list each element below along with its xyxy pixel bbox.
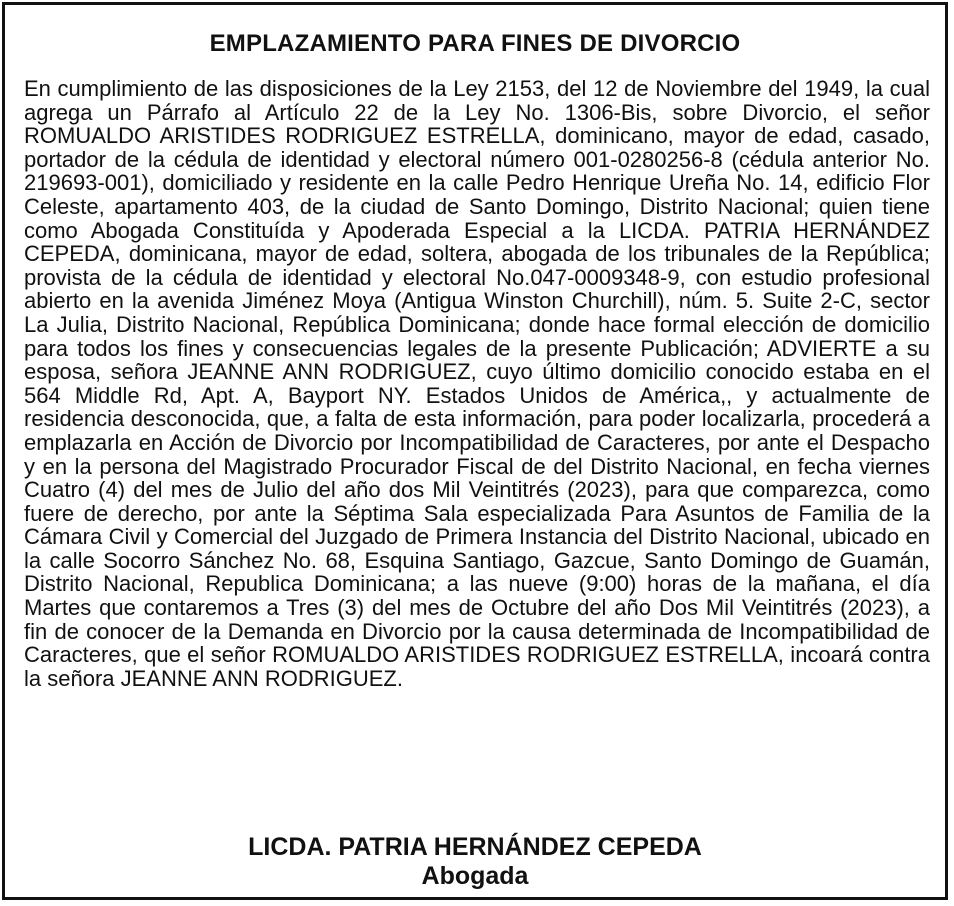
signature-role: Abogada: [421, 862, 529, 890]
signature-block: [5, 833, 945, 891]
signature-name: LICDA. PATRIA HERNÁNDEZ CEPEDA: [248, 833, 702, 861]
notice-body: En cumplimiento de las disposiciones de la Ley 2153, del 12 de Noviembre del 1949, la cual agrega un Párrafo al Artículo 22 de la Ley No. 1306-Bis, sobre Divorcio, el señor ROMUALDO ARISTIDES RODRIGUEZ ESTRELLA, dominicano, mayor de edad, casado, portador de la cédula de identidad y electoral número 001-0280256-8 (cédula anterior No. 219693-001), domiciliado y residente en la calle Pedro Henrique Ureña No. 14, edificio Flor Celeste, apartamento 403, de la ciudad de Santo Domingo, Distrito Nacional; quien tiene como Abogada Constituída y Apoderada Especial a la LICDA. PATRIA HERNÁNDEZ CEPEDA, dominicana, mayor de edad, soltera, abogada de los tribunales de la República; provista de la cédula de identidad y electoral No.047-0009348-9, con estudio profesional abierto en la avenida Jiménez Moya (Antigua Winston Churchill), núm. 5. Suite 2-C, sector La Julia, Distrito Nacional, República Dominicana; donde hace formal elección de domicilio para todos los fines y consecuencias legales de la presente Publicación; ADVIERTE a su esposa, señora JEANNE ANN RODRIGUEZ, cuyo último domicilio conocido estaba en el 564 Middle Rd, Apt. A, Bayport NY. Estados Unidos de América,, y actualmente de residencia desconocida, que, a falta de esta información, para poder localizarla, procederá a emplazarla en Acción de Divorcio por Incompatibilidad de Caracteres, por ante el Despacho y en la persona del Magistrado Procurador Fiscal de del Distrito Nacional, en fecha viernes Cuatro (4) del mes de Julio del año dos Mil Veintitrés (2023), para que comparezca, como fuere de derecho, por ante la Séptima Sala especializada Para Asuntos de Familia de la Cámara Civil y Comercial del Juzgado de Primera Instancia del Distrito Nacional, ubicado en la calle Socorro Sánchez No. 68, Esquina Santiago, Gazcue, Santo Domingo de Guamán, Distrito Nacional, Republica Dominicana; a las nueve (9:00) horas de la mañana, el día Martes que contaremos a Tres (3) del mes de Octubre del año Dos Mil Veintitrés (2023), a fin de conocer de la Demanda en Divorcio por la causa determinada de Incompatibilidad de Caracteres, que el señor ROMUALDO ARISTIDES RODRIGUEZ ESTRELLA, incoará contra la señora JEANNE ANN RODRIGUEZ.: [24, 76, 930, 691]
notice-frame: [2, 2, 948, 900]
notice-title: EMPLAZAMIENTO PARA FINES DE DIVORCIO: [209, 30, 741, 57]
